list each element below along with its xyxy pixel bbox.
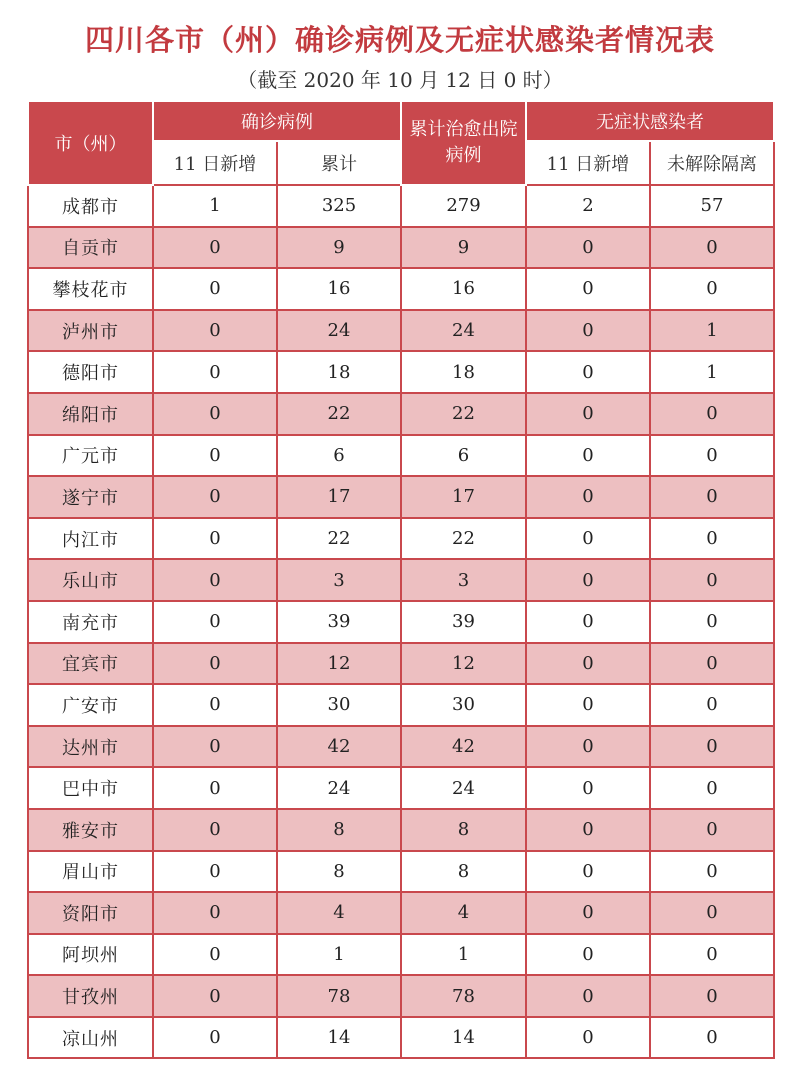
cell-city: 凉山州 [28,1017,153,1059]
cell-isolation: 0 [650,435,774,477]
cell-confirmed-new: 0 [153,393,277,435]
cell-asym-new: 0 [526,518,650,560]
table-row [28,975,774,1017]
cell-confirmed-total: 8 [277,809,401,851]
table-row [28,227,774,269]
cell-asym-new: 0 [526,726,650,768]
cell-discharged: 24 [401,767,526,809]
cell-isolation: 0 [650,726,774,768]
cell-discharged: 12 [401,643,526,685]
cell-city: 广安市 [28,684,153,726]
cell-discharged: 16 [401,268,526,310]
cell-city: 雅安市 [28,809,153,851]
cell-city: 广元市 [28,435,153,477]
cell-confirmed-total: 6 [277,435,401,477]
table-row [28,1017,774,1059]
cell-discharged: 22 [401,518,526,560]
cell-city: 乐山市 [28,559,153,601]
cell-discharged: 8 [401,851,526,893]
cell-isolation: 0 [650,851,774,893]
cell-isolation: 57 [650,185,774,227]
table-row [28,809,774,851]
cell-asym-new: 0 [526,601,650,643]
cell-confirmed-total: 24 [277,310,401,352]
cell-city: 宜宾市 [28,643,153,685]
cell-confirmed-total: 16 [277,268,401,310]
table-row [28,892,774,934]
table-header [28,101,774,185]
cell-city: 达州市 [28,726,153,768]
table-row [28,851,774,893]
cell-discharged: 24 [401,310,526,352]
cell-asym-new: 0 [526,892,650,934]
page-subtitle: （截至 2020 年 10 月 12 日 0 时） [237,68,563,92]
cell-asym-new: 0 [526,227,650,269]
cell-isolation: 0 [650,393,774,435]
cell-discharged: 6 [401,435,526,477]
cell-confirmed-total: 1 [277,934,401,976]
cell-city: 攀枝花市 [28,268,153,310]
cell-isolation: 0 [650,1017,774,1059]
table-row [28,601,774,643]
cell-asym-new: 0 [526,643,650,685]
table-row [28,767,774,809]
cell-confirmed-new: 0 [153,601,277,643]
case-table [27,100,775,1059]
table-row [28,435,774,477]
header-asymptomatic: 无症状感染者 [526,101,774,141]
cell-city: 资阳市 [28,892,153,934]
cell-asym-new: 0 [526,1017,650,1059]
cell-confirmed-new: 1 [153,185,277,227]
table-body [28,185,774,1058]
cell-confirmed-new: 0 [153,268,277,310]
cell-city: 巴中市 [28,767,153,809]
cell-discharged: 78 [401,975,526,1017]
cell-isolation: 1 [650,310,774,352]
cell-isolation: 0 [650,518,774,560]
cell-asym-new: 0 [526,351,650,393]
cell-discharged: 3 [401,559,526,601]
cell-asym-new: 0 [526,934,650,976]
cell-city: 遂宁市 [28,476,153,518]
cell-asym-new: 0 [526,559,650,601]
header-city: 市（州） [28,101,153,185]
cell-confirmed-total: 4 [277,892,401,934]
cell-confirmed-total: 9 [277,227,401,269]
table-row [28,185,774,227]
cell-discharged: 30 [401,684,526,726]
cell-confirmed-total: 17 [277,476,401,518]
cell-city: 南充市 [28,601,153,643]
cell-city: 自贡市 [28,227,153,269]
cell-confirmed-total: 14 [277,1017,401,1059]
cell-asym-new: 0 [526,476,650,518]
cell-confirmed-total: 12 [277,643,401,685]
cell-isolation: 0 [650,268,774,310]
cell-discharged: 4 [401,892,526,934]
cell-confirmed-total: 30 [277,684,401,726]
header-discharged: 累计治愈出院病例 [401,101,526,185]
cell-confirmed-new: 0 [153,684,277,726]
cell-asym-new: 0 [526,310,650,352]
table-row [28,559,774,601]
cell-isolation: 0 [650,809,774,851]
header-confirmed-total: 累计 [277,141,401,185]
cell-discharged: 22 [401,393,526,435]
table-row [28,643,774,685]
page-title: 四川各市（州）确诊病例及无症状感染者情况表 [84,23,715,57]
table-row [28,351,774,393]
cell-discharged: 1 [401,934,526,976]
cell-asym-new: 0 [526,851,650,893]
cell-confirmed-new: 0 [153,351,277,393]
cell-confirmed-new: 0 [153,476,277,518]
cell-confirmed-new: 0 [153,559,277,601]
cell-discharged: 14 [401,1017,526,1059]
cell-confirmed-new: 0 [153,934,277,976]
cell-discharged: 18 [401,351,526,393]
cell-isolation: 1 [650,351,774,393]
cell-confirmed-new: 0 [153,726,277,768]
cell-confirmed-new: 0 [153,518,277,560]
cell-confirmed-total: 42 [277,726,401,768]
header-confirmed: 确诊病例 [153,101,401,141]
cell-confirmed-total: 18 [277,351,401,393]
cell-confirmed-new: 0 [153,851,277,893]
cell-discharged: 8 [401,809,526,851]
cell-asym-new: 0 [526,393,650,435]
cell-confirmed-total: 325 [277,185,401,227]
cell-confirmed-new: 0 [153,892,277,934]
cell-isolation: 0 [650,476,774,518]
cell-isolation: 0 [650,975,774,1017]
cell-asym-new: 0 [526,809,650,851]
table-row [28,393,774,435]
cell-discharged: 279 [401,185,526,227]
header-asym-new: 11 日新增 [526,141,650,185]
cell-confirmed-total: 22 [277,393,401,435]
cell-asym-new: 0 [526,684,650,726]
cell-isolation: 0 [650,559,774,601]
table-row [28,476,774,518]
cell-isolation: 0 [650,934,774,976]
cell-city: 眉山市 [28,851,153,893]
cell-confirmed-new: 0 [153,767,277,809]
cell-isolation: 0 [650,684,774,726]
cell-asym-new: 2 [526,185,650,227]
cell-confirmed-new: 0 [153,975,277,1017]
cell-confirmed-total: 3 [277,559,401,601]
table-row [28,726,774,768]
cell-confirmed-new: 0 [153,643,277,685]
cell-isolation: 0 [650,892,774,934]
cell-discharged: 42 [401,726,526,768]
cell-confirmed-total: 8 [277,851,401,893]
cell-asym-new: 0 [526,767,650,809]
cell-city: 绵阳市 [28,393,153,435]
cell-confirmed-total: 78 [277,975,401,1017]
cell-city: 德阳市 [28,351,153,393]
cell-asym-new: 0 [526,975,650,1017]
cell-city: 阿坝州 [28,934,153,976]
header-asym-isolation: 未解除隔离 [650,141,774,185]
header-confirmed-new: 11 日新增 [153,141,277,185]
cell-discharged: 9 [401,227,526,269]
table-row [28,934,774,976]
cell-confirmed-new: 0 [153,435,277,477]
cell-discharged: 39 [401,601,526,643]
cell-confirmed-total: 22 [277,518,401,560]
cell-confirmed-new: 0 [153,1017,277,1059]
cell-confirmed-new: 0 [153,310,277,352]
cell-isolation: 0 [650,767,774,809]
cell-city: 泸州市 [28,310,153,352]
cell-city: 内江市 [28,518,153,560]
cell-isolation: 0 [650,601,774,643]
table-row [28,684,774,726]
cell-discharged: 17 [401,476,526,518]
cell-city: 甘孜州 [28,975,153,1017]
table-row [28,518,774,560]
cell-confirmed-new: 0 [153,809,277,851]
cell-confirmed-new: 0 [153,227,277,269]
cell-isolation: 0 [650,227,774,269]
table-row [28,310,774,352]
cell-isolation: 0 [650,643,774,685]
cell-confirmed-total: 24 [277,767,401,809]
cell-confirmed-total: 39 [277,601,401,643]
cell-city: 成都市 [28,185,153,227]
cell-asym-new: 0 [526,435,650,477]
table-row [28,268,774,310]
cell-asym-new: 0 [526,268,650,310]
